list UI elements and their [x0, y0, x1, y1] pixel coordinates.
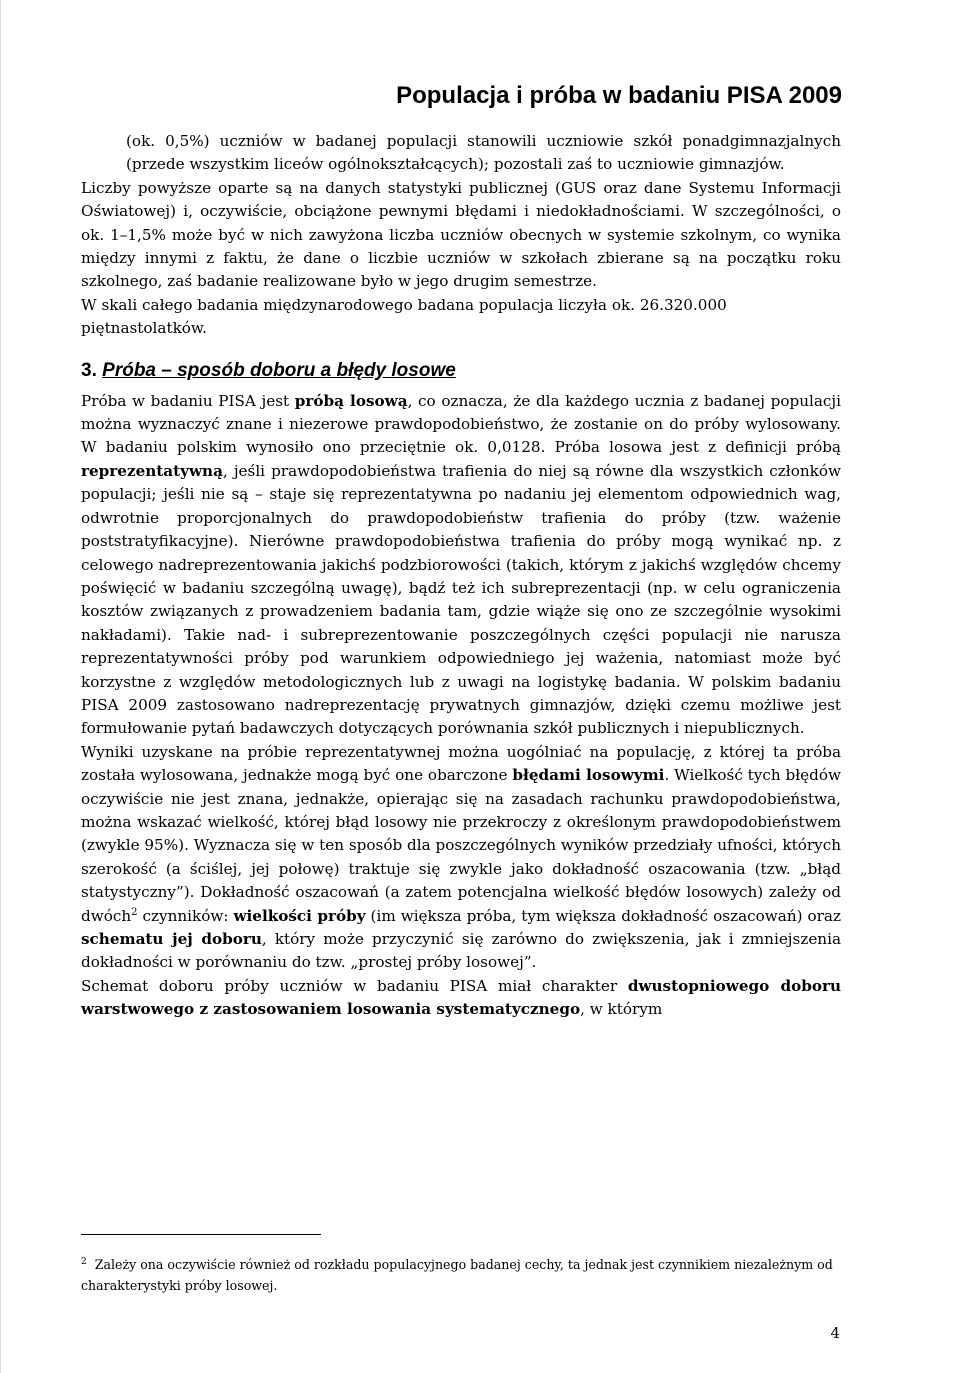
- footnote-reference[interactable]: 2: [131, 906, 138, 918]
- text-run: Schemat doboru próby uczniów w badaniu PISA miał charakter: [81, 976, 628, 995]
- text-run: czynników:: [137, 906, 234, 925]
- body-text: [81, 130, 841, 1022]
- paragraph-random-sample: [81, 390, 841, 741]
- page-border: [0, 0, 1, 1373]
- section-number: 3.: [81, 359, 97, 381]
- footnote-text: Zależy ona oczywiście również od rozkładu populacyjnego badanej cechy, ta jednak jest czynnikiem niezależnym od charakterystyki próby losowej.: [81, 1257, 833, 1293]
- text-run: . Wielkość tych błędów oczywiście nie jest znana, jednakże, opierając się na zasadach rachunku prawdopodobieństwa, można wskazać wielkość, której błąd losowy nie przekroczy z określonym prawdopodobieństwem (zwykle 95%). Wyznacza się w ten sposób dla poszczególnych wyników przedziały ufności, których szerokość (a ściślej, jej połowę) traktuje się zwykle jako dokładność oszacowania (tzw. „błąd statystyczny”). Dokładność oszacowań (a zatem potencjalna wielkość błędów losowych) zależy od dwóch: [81, 766, 842, 925]
- bold-term-representative: reprezentatywną: [81, 461, 223, 480]
- text-run: , jeśli prawdopodobieństwa trafienia do niej są równe dla wszystkich członków populacji; jeśli nie są – staje się reprezentatywna po nadaniu jej elementom odpowiednich wag, odwrotnie proporcjonalnych do prawdopodobieństw trafienia do próby (tzw. ważenie poststratyfikacyjne). Nierówne prawdopodobieństwa trafienia do próby mogą wynikać np. z celowego nadreprezentowania jakichś podzbiorowości (takich, którym z jakichś względów chcemy poświęcić w badaniu szczególną uwagę), bądź też ich subreprezentacji (np. w celu ograniczenia kosztów związanych z prowadzeniem badania tam, gdzie wiąże się ono ze szczególnie wysokimi nakładami). Takie nad- i subreprezentowanie poszczególnych części populacji nie narusza reprezentatywności próby pod warunkiem odpowiedniego jej ważenia, natomiast może być korzystne z względów metodologicznych lub z uwagi na logistykę badania. W polskim badaniu PISA 2009 zastosowano nadreprezentację prywatnych gimnazjów, dzięki czemu możliwe jest formułowanie pytań badawczych dotyczących porównania szkół publicznych i niepublicznych.: [81, 461, 841, 738]
- paragraph-sampling-scheme: [81, 975, 841, 1022]
- bold-term-random-sample: próbą losową: [294, 391, 408, 410]
- intro-paragraph-1: (ok. 0,5%) uczniów w badanej populacji stanowili uczniowie szkół ponadgimnazjalnych (przede wszystkim liceów ogólnokształcących); pozostali zaś to uczniowie gimnazjów.: [126, 132, 841, 174]
- bold-term-sample-size: wielkości próby: [233, 906, 366, 925]
- intro-paragraph-2: Liczby powyższe oparte są na danych statystyki publicznej (GUS oraz dane Systemu Informacji Oświatowej) i, oczywiście, obciążone pewnymi błędami i niedokładnościami. W szczególności, o ok. 1–1,5% może być w nich zawyżona liczba uczniów obecnych w systemie szkolnym, co wynika między innymi z faktu, że dane o liczbie uczniów w szkołach zbierane są na początku roku szkolnego, zaś badanie realizowane było w jego drugim semestrze.: [81, 178, 841, 291]
- page-number: 4: [830, 1324, 840, 1342]
- paragraph-random-errors: [81, 741, 841, 975]
- bold-term-random-errors: błędami losowymi: [512, 766, 665, 785]
- text-run: (im większa próba, tym większa dokładność oszacowań) oraz: [365, 906, 841, 925]
- section-title: Próba – sposób doboru a błędy losowe: [102, 359, 456, 381]
- text-run: , co oznacza, że dla każdego ucznia z badanej populacji można wyznaczyć znane i niezerowe prawdopodobieństwo, że zostanie on do próby wylosowany. W badaniu polskim wynosiło ono przeciętnie ok. 0,0128. Próba losowa jest z definicji próbą: [81, 391, 841, 457]
- running-header-title: Populacja i próba w badaniu PISA 2009: [396, 82, 842, 109]
- section-heading: [81, 358, 841, 384]
- bold-term-sampling-scheme: schematu jej doboru: [81, 930, 262, 948]
- footnote-separator: [81, 1234, 321, 1235]
- text-run: , który może przyczynić się zarówno do zwiększenia, jak i zmniejszenia dokładności w porównaniu do tzw. „prostej próby losowej”.: [81, 930, 841, 972]
- text-run: Wyniki uzyskane na próbie reprezentatywnej można uogólniać na populację, z której ta próba została wylosowana, jednakże mogą być one obarczone: [81, 742, 841, 785]
- bold-term-two-stage-stratified: dwustopniowego doboru warstwowego z zastosowaniem losowania systematycznego: [81, 976, 841, 1019]
- text-run: Próba w badaniu PISA jest: [81, 391, 295, 410]
- text-run: , w którym: [580, 1000, 663, 1019]
- intro-paragraph-3: W skali całego badania międzynarodowego badana populacja liczyła ok. 26.320.000 piętnastolatków.: [81, 295, 727, 338]
- footnote: [81, 1254, 841, 1296]
- footnote-marker: 2: [81, 1257, 87, 1267]
